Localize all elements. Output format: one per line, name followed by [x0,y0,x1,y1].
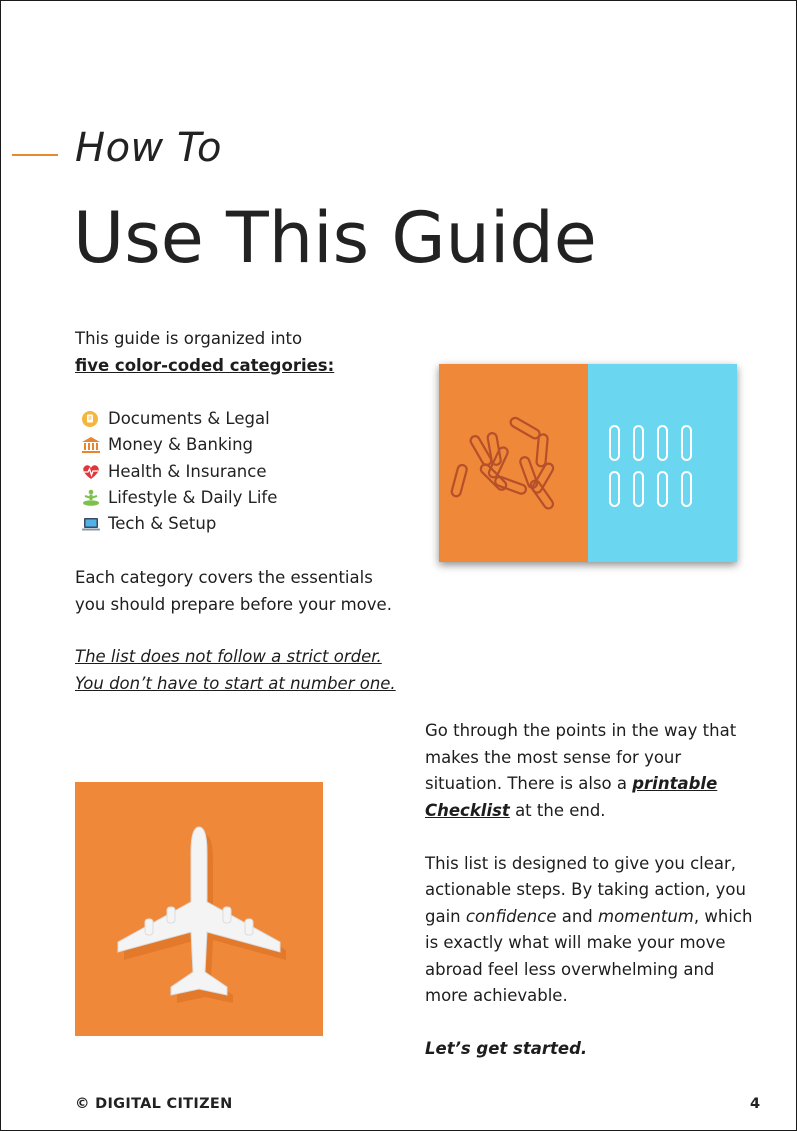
essentials-line: you should prepare before your move. [75,594,392,614]
instructions-paragraph [425,718,775,824]
category-item-money [81,432,277,458]
category-label: Documents & Legal [108,409,270,428]
checklist-link[interactable]: Checklist [425,800,510,820]
instructions-column [425,718,775,1063]
category-label: Money & Banking [108,435,254,455]
heart-pulse-icon [81,463,101,481]
text-line: actionable steps. By taking action, you [425,880,746,899]
intro-paragraph [75,326,334,379]
text-line: makes the most sense for your [425,747,682,767]
page-kicker: How To [75,125,222,171]
accent-line [12,154,58,156]
category-list [81,406,277,537]
document-icon [81,410,101,428]
category-label: Health & Insurance [108,461,267,481]
order-note-line: The list does not follow a strict order. [75,647,382,666]
category-label: Tech & Setup [108,514,217,534]
text-line: is exactly what will make your move [425,933,726,952]
order-note [75,644,396,697]
emphasis-confidence: confidence [465,906,557,926]
page-number: 4 [750,1096,761,1112]
meditation-icon [81,489,101,507]
text-line: abroad feel less overwhelming and [425,959,715,979]
page-title: Use This Guide [73,197,597,279]
text-line: Go through the points in the way that [425,721,737,740]
bank-icon [81,436,101,454]
purpose-paragraph [425,851,775,1010]
essentials-line: Each category covers the essentials [75,568,373,587]
intro-emphasis: five color-coded categories: [75,355,335,375]
intro-line: This guide is organized into [75,329,303,348]
order-note-line: You don’t have to start at number one. [75,673,396,693]
checklist-link[interactable]: printable [632,774,718,793]
text-line: This list is designed to give you clear, [425,853,737,873]
laptop-icon [81,515,101,533]
text-line: and [556,906,599,926]
emphasis-momentum: momentum [598,906,694,926]
text-line: at the end. [509,800,606,820]
airplane-photo [75,782,323,1036]
footer-brand: © DIGITAL CITIZEN [75,1096,233,1112]
text-line: more achievable. [425,986,568,1005]
essentials-paragraph [75,565,392,618]
category-item-health [81,459,277,485]
paperclips-photo [439,364,737,562]
text-line: situation. There is also a [425,774,633,793]
category-item-documents [81,406,277,432]
category-item-lifestyle [81,485,277,511]
category-label: Lifestyle & Daily Life [108,487,278,507]
text-line: , which [693,906,753,926]
text-line: gain [425,906,466,926]
closing-line: Let’s get started. [425,1039,588,1058]
category-item-tech [81,511,277,537]
